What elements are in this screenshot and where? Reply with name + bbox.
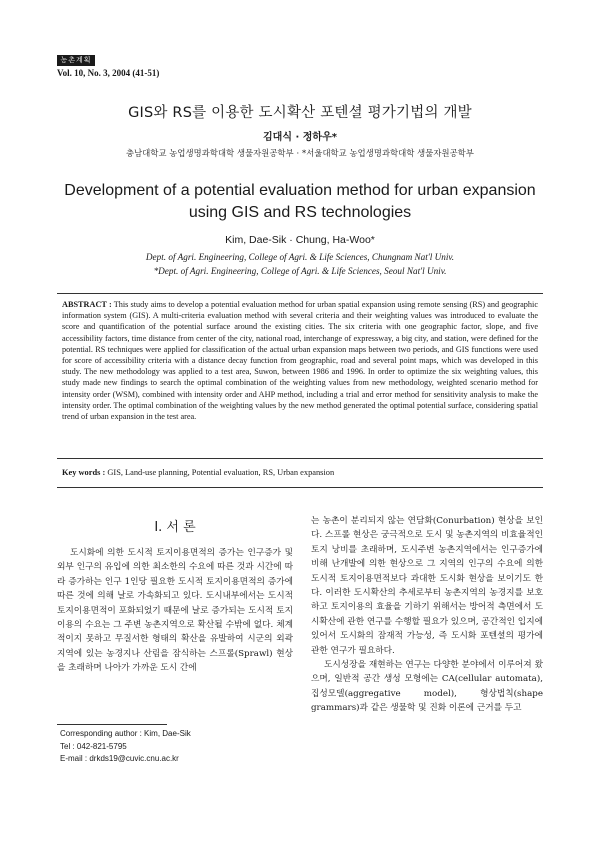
divider-middle (57, 458, 543, 459)
english-authors: Kim, Dae-Sik · Chung, Ha-Woo* (225, 234, 375, 246)
keywords (62, 468, 538, 477)
footnote-tel: Tel : 042-821-5795 (60, 741, 127, 751)
english-affiliation-2: *Dept. of Agri. Engineering, College of Agri. & Life Sciences, Seoul Nat'l Univ. (153, 266, 447, 276)
korean-affiliation: 충남대학교 농업생명과학대학 생물자원공학부 · *서울대학교 농업생명과학대학 생물자원공학부 (125, 148, 474, 158)
section-heading: I. 서 론 (154, 520, 196, 535)
body-paragraph: 는 농촌이 분리되지 않는 연담화(Conurbation) 현상을 보인다. 스프롤 현상은 궁극적으로 도시 및 농촌지역의 비효율적인 토지 낭비를 초래하며, 도시주변 농촌지역에서는 인구증가에 비해 난개발에 의한 현상으로 그 지역의 인구의 수요에 의한 도시적 토지이용면적보다 과대한 도시화 현상을 보이기도 한다. 이러한 도시확산의 추세로부터 농촌지역의 농경지를 보호하고 토지이용의 효율을 기하기 위해서는 방어적 측면에서 도시확산에 관한 연구를 수행할 필요가 있으며, 공간적인 입지에 있어서 도시화의 잠재적 가능성, 즉 도시화 포텐셜의 평가에 관한 연구가 필요하다. (311, 516, 543, 656)
english-title: Development of a potential evaluation method for urban expansion using GIS and RS technologies (64, 182, 536, 221)
divider-bottom (57, 487, 543, 488)
keywords-label: Key words : (62, 468, 106, 477)
volume-line: Vol. 10, No. 3, 2004 (41-51) (57, 68, 160, 78)
body-column-left (57, 546, 293, 676)
keywords-text: GIS, Land-use planning, Potential evaluation, RS, Urban expansion (107, 468, 335, 477)
english-affiliation-1: Dept. of Agri. Engineering, College of Agri. & Life Sciences, Chungnam Nat'l Univ. (145, 252, 455, 262)
divider-top (57, 293, 543, 294)
abstract-text: This study aims to develop a potential evaluation method for urban spatial expansion using remote sensing (RS) and geographic information system (GIS). A multi-criteria evaluation method with several criteria and their weighting values was introduced to evaluate the score and quantification of the potential surface around the existing cities. The six criteria with one geographic factor, slope, and five accessibility factors, time distance from center of the city, national road, interchange of expressway, a big city, and station, were defined for the potential. RS techniques were applied for classification of the actual urban expansion maps between two periods, and GIS functions were used for score of accessibility criteria with a distance decay function from geographic, road and several point maps, which was developed in this study. The new methodology was applied to a test area, Suwon, between 1986 and 1996. In order to optimize the six weighting values, this study made new findings to search the optimal combination of the weighting values from new methodology, weighted scenario method for intensity order (WSM), combined with intensity order and AHP method, including a trial and error method for sensitivity analysis to make the intensity order. The optimal combination of the weighting values by the new method generated the optimal potential surface, considering spatial trend of urban expansion in the test area. (62, 300, 538, 422)
footnote-author: Corresponding author : Kim, Dae-Sik (60, 729, 191, 738)
journal-badge: 농촌계획 (57, 55, 95, 66)
footnote-email: E-mail : drkds19@cuvic.cnu.ac.kr (60, 754, 179, 763)
body-column-right (311, 514, 543, 716)
korean-authors: 김대식 · 정하우* (263, 132, 337, 143)
korean-title: GIS와 RS를 이용한 도시확산 포텐셜 평가기법의 개발 (128, 105, 472, 121)
footnote-divider (57, 724, 167, 725)
abstract-label: ABSTRACT : (62, 300, 112, 309)
footnote (60, 728, 191, 766)
abstract (62, 299, 538, 422)
body-paragraph: 도시화에 의한 도시적 토지이용면적의 증가는 인구증가 및 외부 인구의 유입에 의한 최소한의 수요에 따른 것과 시간에 따라 증가하는 인구 1인당 필요한 도시적 토지이용면적의 증가에 따른 것에 의해 날로 가속화되고 있다. 도시내부에서는 도시적 토지이용면적이 포화되었기 때문에 날로 증가되는 도시적 토지이용의 수요는 그 주변 농촌지역으로 확산될 수밖에 없다. 체계적이지 못하고 무질서한 형태의 확산을 유발하여 시군의 외곽지역에 있는 농경지나 산림을 잠식하는 스프롤(Sprawl) 현상을 초래하며 나아가 가까운 도시 간에 (57, 548, 293, 674)
body-paragraph: 도시성장을 재현하는 연구는 다양한 분야에서 이루어져 왔으며, 일반적 공간 생성 모형에는 CA(cellular automata), 집성모델(aggregative model), 형상법칙(shape grammars)과 같은 생물학 및 진화 이론에 근거를 두고 (311, 660, 543, 714)
